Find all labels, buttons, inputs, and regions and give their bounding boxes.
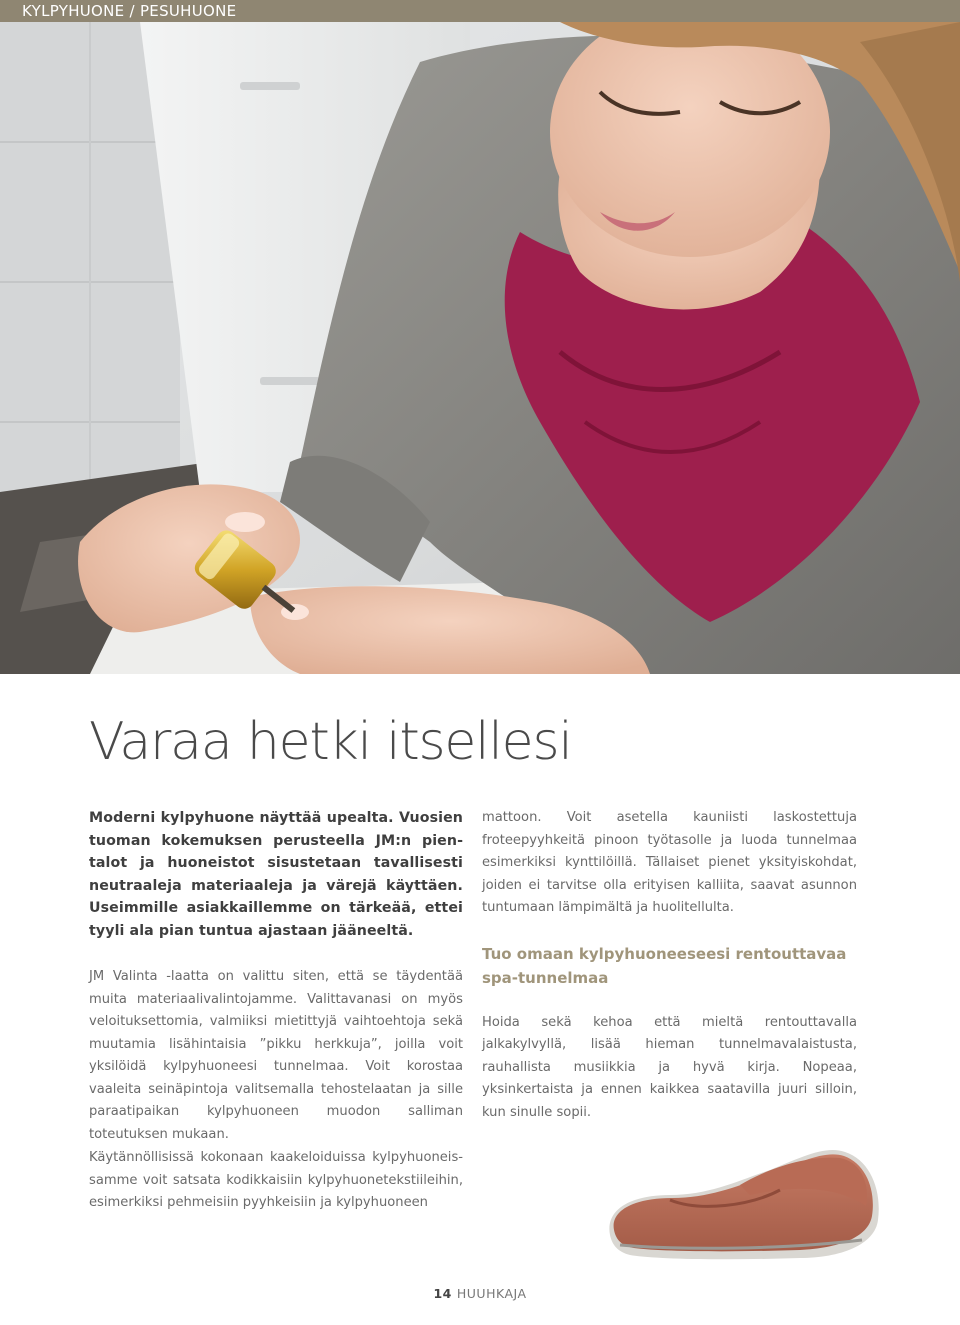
woman-painting-nails-photo	[0, 22, 960, 674]
page-number: 14	[433, 1286, 452, 1301]
lead-paragraph: Moderni kylpyhuone näyttää upealta. Vuosien tuoman kokemuksen perusteella JM:n pientalot ja huoneistot sisustetaan tavallisesti neutraaleja materiaaleja ja värejä käyttäen. Useimmille asiakkaillemme on tärkeää, ettei tyyli ala pian tuntua ajastaan jääneeltä.	[89, 810, 463, 939]
hero-photo	[0, 22, 960, 674]
right-column	[482, 807, 857, 1124]
slipper-image	[600, 1140, 885, 1270]
body-paragraph-4: Hoida sekä kehoa että mieltä rentouttavalla jalkakylvyllä, lisää hieman tunnelmavalaistusta, rauhallista musiikkia ja hyvä kirja. Nopeaa, yksinkertaista ja ennen kaikkea saatavilla juuri silloin, kun sinulle sopii.	[482, 1014, 857, 1120]
page-footer	[0, 1286, 960, 1301]
article-title: Varaa hetki itsellesi	[89, 712, 572, 772]
body-paragraph-2: Käytännöllisissä kokonaan kaakeloiduissa kylpyhuoneissamme voit satsata kodikkaisiin kylpyhuonetekstiileihin, esimerkiksi pehmeisiin pyyhkeisiin ja kylpyhuoneen	[89, 1150, 463, 1210]
section-header-bar	[0, 0, 960, 22]
subheading: Tuo omaan kylpyhuoneeseesi rentouttavaa spa-tunnelmaa	[482, 944, 847, 987]
slipper-icon	[600, 1140, 885, 1270]
publication-name: HUUHKAJA	[456, 1286, 527, 1301]
section-label: KYLPYHUONE / PESUHUONE	[22, 2, 237, 20]
body-paragraph-3: mattoon. Voit asetella kauniisti laskostettuja froteepyyhkeitä pinoon työtasolle ja luoda tunnelmaa esimerkiksi kynttilöillä. Tällaiset pienet yksityiskohdat, joiden ei tarvitse olla erityisen kalliita, saavat asunnon tuntumaan lämpimältä ja huolitellulta.	[482, 810, 857, 915]
body-paragraph-1: JM Valinta -laatta on valittu siten, että se täydentää muita materiaalivalintojamme. Valittavanasi on myös veloituksettomia, valmiiksi mietittyjä vaihtoehtoja sekä muutamia lisähintaisia ”pikku herkkuja”, joilla voit yksilöidä kylpyhuoneesi tunnelmaa. Voit korostaa vaaleita seinäpintoja valitsemalla tehostelaatan ja sille paraatipaikan kylpyhuoneen muodon salliman toteutuksen mukaan.	[89, 969, 463, 1142]
left-column-bottom	[89, 1147, 463, 1215]
left-column	[89, 807, 463, 1146]
